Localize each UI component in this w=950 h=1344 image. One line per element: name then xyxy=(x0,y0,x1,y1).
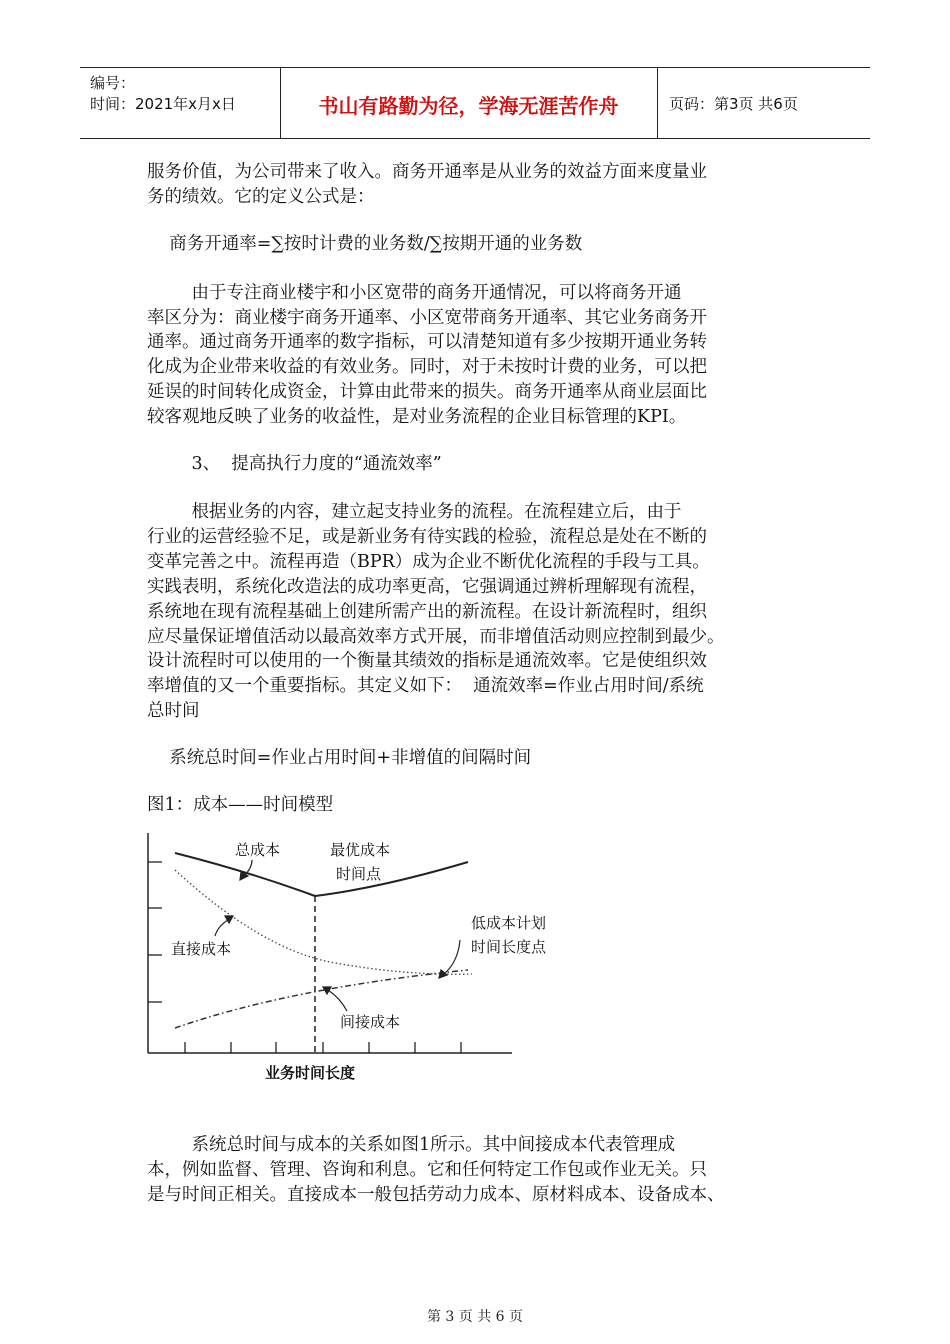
x-axis-label: 业务时间长度 xyxy=(265,1064,356,1082)
header-page-info: 页码：第3页 共6页 xyxy=(669,95,798,113)
body-line: 系统总时间与成本的关系如图1所示。其中间接成本代表管理成 xyxy=(147,1135,676,1155)
body-line: 根据业务的内容，建立起支持业务的流程。在流程建立后，由于 xyxy=(147,502,682,522)
page-header xyxy=(80,67,870,139)
body-line: 延误的时间转化成资金，计算由此带来的损失。商务开通率从商业层面比 xyxy=(147,382,707,402)
label-total-cost: 总成本 xyxy=(235,841,281,859)
body-line: 是与时间正相关。直接成本一般包括劳动力成本、原材料成本、设备成本、 xyxy=(147,1185,725,1205)
body-line: 应尽量保证增值活动以最高效率方式开展，而非增值活动则应控制到最少。 xyxy=(147,627,725,647)
header-motto-cell xyxy=(280,68,658,138)
total-cost-curve xyxy=(175,853,468,896)
page-footer: 第 3 页 共 6 页 xyxy=(426,1309,524,1325)
indirect-cost-curve xyxy=(175,970,468,1028)
label-low-cost-time-point: 时间长度点 xyxy=(471,938,547,956)
body-line: 较客观地反映了业务的收益性，是对业务流程的企业目标管理的KPI。 xyxy=(147,407,687,427)
label-optimal-cost: 最优成本 xyxy=(330,841,391,859)
body-line: 设计流程时可以使用的一个衡量其绩效的指标是通流效率。它是使组织效 xyxy=(147,651,707,671)
header-meta-cell xyxy=(80,68,281,138)
header-motto: 书山有路勤为径，学海无涯苦作舟 xyxy=(318,94,619,118)
arrow-low-cost xyxy=(439,940,460,978)
figure-caption: 图1：成本——时间模型 xyxy=(147,795,334,815)
label-direct-cost: 直接成本 xyxy=(171,940,232,958)
label-low-cost-plan: 低成本计划 xyxy=(471,914,547,932)
doc-number-label: 编号： xyxy=(90,74,136,92)
body-line: 变革完善之中。流程再造（BPR）成为企业不断优化流程的手段与工具。 xyxy=(147,552,710,572)
label-indirect-cost: 间接成本 xyxy=(340,1013,401,1031)
body-line: 实践表明，系统化改造法的成功率更高，它强调通过辨析理解现有流程， xyxy=(147,577,707,597)
header-page-cell xyxy=(657,68,870,138)
x-ticks xyxy=(185,1042,461,1053)
body-line: 率增值的又一个重要指标。其定义如下： 通流效率=作业占用时间/系统 xyxy=(147,676,704,696)
section-heading: 3、 提高执行力度的“通流效率” xyxy=(147,454,442,474)
cost-time-figure xyxy=(140,828,580,1090)
body-line: 系统地在现有流程基础上创建所需产出的新流程。在设计新流程时，组织 xyxy=(147,602,707,622)
y-ticks xyxy=(148,862,162,1002)
formula-line: 系统总时间=作业占用时间+非增值的间隔时间 xyxy=(147,748,532,768)
body-line: 服务价值，为公司带来了收入。商务开通率是从业务的效益方面来度量业 xyxy=(147,162,707,182)
body-line: 率区分为：商业楼宇商务开通率、小区宽带商务开通率、其它业务商务开 xyxy=(147,308,707,328)
formula-line: 商务开通率=∑按时计费的业务数/∑按期开通的业务数 xyxy=(147,234,583,254)
arrow-indirect-cost xyxy=(323,987,347,1011)
body-line: 化成为企业带来收益的有效业务。同时，对于未按时计费的业务，可以把 xyxy=(147,357,707,377)
label-optimal-time-point: 时间点 xyxy=(336,865,382,883)
arrow-total-cost xyxy=(240,860,252,880)
body-line: 通率。通过商务开通率的数字指标，可以清楚知道有多少按期开通业务转 xyxy=(147,332,707,352)
direct-cost-curve xyxy=(175,870,472,974)
body-line: 总时间 xyxy=(147,701,200,721)
body-line: 本，例如监督、管理、咨询和利息。它和任何特定工作包或作业无关。只 xyxy=(147,1160,707,1180)
body-line: 由于专注商业楼宇和小区宽带的商务开通情况，可以将商务开通 xyxy=(147,283,682,303)
arrow-direct-cost xyxy=(215,916,233,936)
doc-time-label: 时间：2021年x月x日 xyxy=(90,95,236,113)
body-line: 行业的运营经验不足，或是新业务有待实践的检验，流程总是处在不断的 xyxy=(147,527,707,547)
body-line: 务的绩效。它的定义公式是： xyxy=(147,187,375,207)
